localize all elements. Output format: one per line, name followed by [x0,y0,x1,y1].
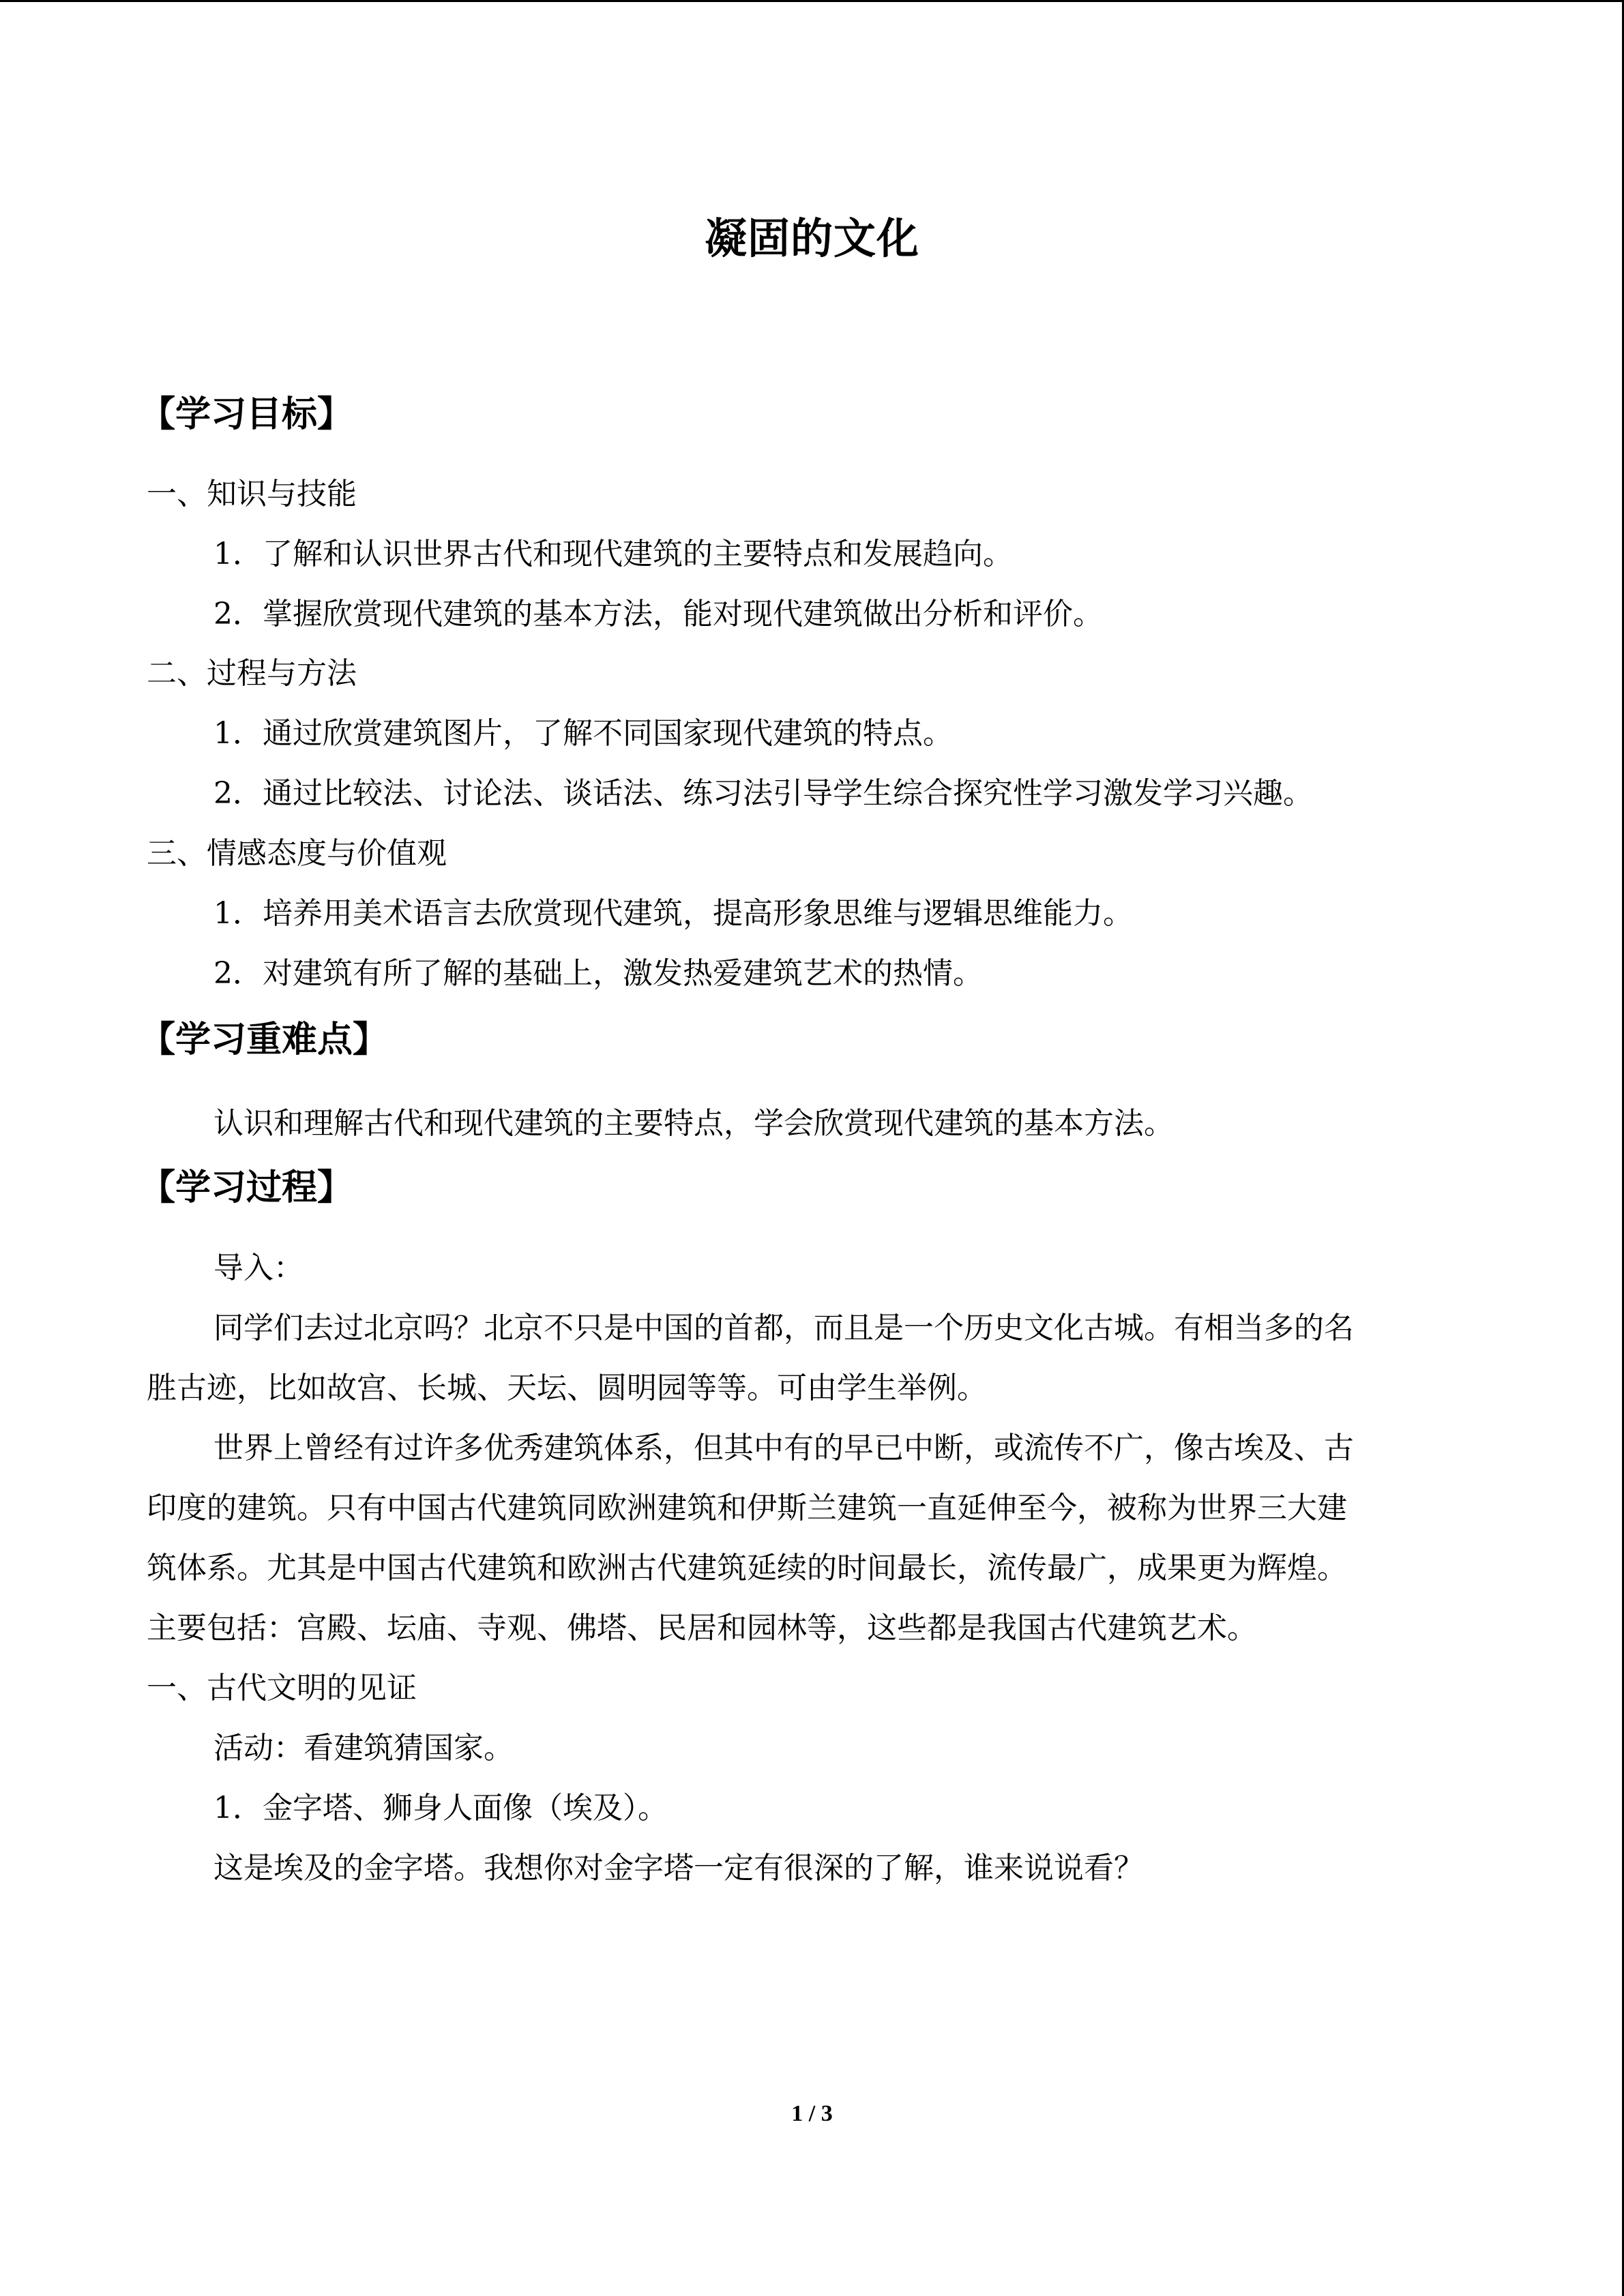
section-heading-process: 【学习过程】 [140,1167,353,1208]
goals-part-3-item-1: 1．培养用美术语言去欣赏现代建筑，提高形象思维与逻辑思维能力。 [213,896,1133,931]
section-heading-goals: 【学习目标】 [140,394,353,435]
process-activity: 活动：看建筑猜国家。 [213,1731,514,1765]
goals-part-1-label: 一、知识与技能 [147,477,357,511]
goals-part-2-label: 二、过程与方法 [147,656,357,691]
process-part-1-label: 一、古代文明的见证 [147,1671,417,1705]
process-para2-line-3: 筑体系。尤其是中国古代建筑和欧洲古代建筑延续的时间最长，流传最广，成果更为辉煌。 [147,1551,1347,1585]
page-title: 凝固的文化 [704,213,919,263]
page-number: 1 / 3 [791,2101,833,2126]
goals-part-1-item-2: 2．掌握欣赏现代建筑的基本方法，能对现代建筑做出分析和评价。 [213,597,1103,631]
page-top-border [0,0,1624,2]
goals-part-2-item-2: 2．通过比较法、讨论法、谈话法、练习法引导学生综合探究性学习激发学习兴趣。 [213,776,1313,811]
process-para1-line-1: 同学们去过北京吗？北京不只是中国的首都，而且是一个历史文化古城。有相当多的名 [213,1311,1354,1345]
process-para2-line-4: 主要包括：宫殿、坛庙、寺观、佛塔、民居和园林等，这些都是我国古代建筑艺术。 [147,1611,1257,1645]
goals-part-3-item-2: 2．对建筑有所了解的基础上，激发热爱建筑艺术的热情。 [213,956,983,991]
process-question: 这是埃及的金字塔。我想你对金字塔一定有很深的了解，谁来说说看？ [213,1851,1144,1885]
process-para1-line-2: 胜古迹，比如故宫、长城、天坛、圆明园等等。可由学生举例。 [147,1371,987,1405]
process-intro-label: 导入： [213,1251,304,1285]
goals-part-3-label: 三、情感态度与价值观 [147,836,447,871]
goals-part-1-item-1: 1．了解和认识世界古代和现代建筑的主要特点和发展趋向。 [213,537,1013,571]
goals-part-2-item-1: 1．通过欣赏建筑图片，了解不同国家现代建筑的特点。 [213,716,953,751]
section-heading-keypoints: 【学习重难点】 [140,1019,389,1060]
process-item-1: 1．金字塔、狮身人面像（埃及）。 [213,1791,668,1825]
process-para2-line-1: 世界上曾经有过许多优秀建筑体系，但其中有的早已中断，或流传不广，像古埃及、古 [213,1431,1354,1465]
process-para2-line-2: 印度的建筑。只有中国古代建筑同欧洲建筑和伊斯兰建筑一直延伸至今，被称为世界三大建 [147,1491,1347,1525]
keypoints-text: 认识和理解古代和现代建筑的主要特点，学会欣赏现代建筑的基本方法。 [213,1106,1174,1141]
